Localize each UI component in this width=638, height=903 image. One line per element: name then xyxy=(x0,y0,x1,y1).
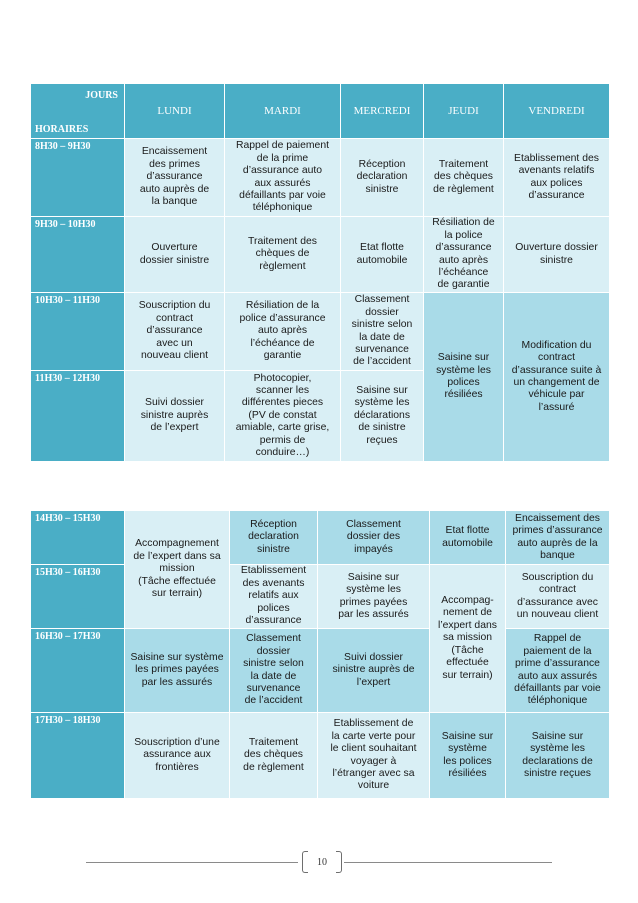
time-slot: 11H30 – 12H30 xyxy=(31,371,125,462)
task-cell: Souscription du contract d’assurance avec un nouveau client xyxy=(506,565,610,629)
footer-rule-left xyxy=(86,862,298,863)
jours-label: JOURS xyxy=(85,90,118,101)
task-cell: Etablissement des avenants relatifs aux polices d’assurance xyxy=(504,139,610,217)
task-cell: Ouverture dossier sinistre xyxy=(125,217,225,293)
day-header-jeudi: JEUDI xyxy=(424,84,504,139)
task-cell: Rappel de paiement de la prime d’assurance auto aux assurés défaillants par voie téléphonique xyxy=(225,139,341,217)
task-cell: Encaissement des primes d’assurance auto auprès de la banque xyxy=(506,511,610,565)
time-slot: 16H30 – 17H30 xyxy=(31,629,125,713)
header-corner xyxy=(31,84,125,139)
task-cell: Saisine sur système les primes payées par les assurés xyxy=(125,629,230,713)
task-cell: Modification du contract d’assurance suite à un changement de véhicule par l’assuré xyxy=(504,293,610,462)
time-slot: 15H30 – 16H30 xyxy=(31,565,125,629)
day-header-vendredi: VENDREDI xyxy=(504,84,610,139)
task-cell: Réception declaration sinistre xyxy=(341,139,424,217)
task-cell: Souscription du contract d’assurance avec un nouveau client xyxy=(125,293,225,371)
task-cell: Traitement des chèques de règlement xyxy=(225,217,341,293)
page-number: 10 xyxy=(317,857,327,868)
task-cell: Accompag- nement de l’expert dans sa mission (Tâche effectuée sur terrain) xyxy=(430,565,506,713)
time-slot: 10H30 – 11H30 xyxy=(31,293,125,371)
task-cell: Suivi dossier sinistre auprès de l’expert xyxy=(125,371,225,462)
task-cell: Saisine sur système les polices résiliées xyxy=(424,293,504,462)
schedule-table-afternoon xyxy=(30,510,610,799)
task-cell: Réception declaration sinistre xyxy=(230,511,318,565)
task-cell: Résiliation de la police d’assurance auto après l’échéance de garantie xyxy=(424,217,504,293)
horaires-label: HORAIRES xyxy=(35,123,89,135)
task-cell: Rappel de paiement de la prime d’assurance auto aux assurés défaillants par voie téléphonique xyxy=(506,629,610,713)
task-cell: Souscription d’une assurance aux frontières xyxy=(125,713,230,799)
task-cell: Saisine sur système les polices résiliées xyxy=(430,713,506,799)
task-cell: Traitement des chèques de règlement xyxy=(230,713,318,799)
day-header-mardi: MARDI xyxy=(225,84,341,139)
task-cell: Etat flotte automobile xyxy=(430,511,506,565)
task-cell: Etablissement des avenants relatifs aux polices d’assurance xyxy=(230,565,318,629)
schedule-table-morning xyxy=(30,83,610,462)
footer-rule-right xyxy=(344,862,552,863)
task-cell: Accompagnement de l’expert dans sa mission (Tâche effectuée sur terrain) xyxy=(125,511,230,629)
day-header-lundi: LUNDI xyxy=(125,84,225,139)
time-slot: 17H30 – 18H30 xyxy=(31,713,125,799)
task-cell: Traitement des chèques de règlement xyxy=(424,139,504,217)
task-cell: Saisine sur système les déclarations de sinistre reçues xyxy=(341,371,424,462)
task-cell: Résiliation de la police d’assurance auto après l’échéance de garantie xyxy=(225,293,341,371)
time-slot: 9H30 – 10H30 xyxy=(31,217,125,293)
task-cell: Suivi dossier sinistre auprès de l’expert xyxy=(318,629,430,713)
task-cell: Classement dossier des impayés xyxy=(318,511,430,565)
time-slot: 14H30 – 15H30 xyxy=(31,511,125,565)
time-slot: 8H30 – 9H30 xyxy=(31,139,125,217)
task-cell: Classement dossier sinistre selon la date de survenance de l’accident xyxy=(230,629,318,713)
task-cell: Saisine sur système les primes payées par les assurés xyxy=(318,565,430,629)
task-cell: Classement dossier sinistre selon la date de survenance de l’accident xyxy=(341,293,424,371)
task-cell: Encaissement des primes d’assurance auto auprès de la banque xyxy=(125,139,225,217)
task-cell: Etat flotte automobile xyxy=(341,217,424,293)
task-cell: Ouverture dossier sinistre xyxy=(504,217,610,293)
day-header-mercredi: MERCREDI xyxy=(341,84,424,139)
task-cell: Saisine sur système les declarations de sinistre reçues xyxy=(506,713,610,799)
task-cell: Photocopier, scanner les différentes pieces (PV de constat amiable, carte grise, permis de conduire…) xyxy=(225,371,341,462)
task-cell: Etablissement de la carte verte pour le client souhaitant voyager à l’étranger avec sa voiture xyxy=(318,713,430,799)
